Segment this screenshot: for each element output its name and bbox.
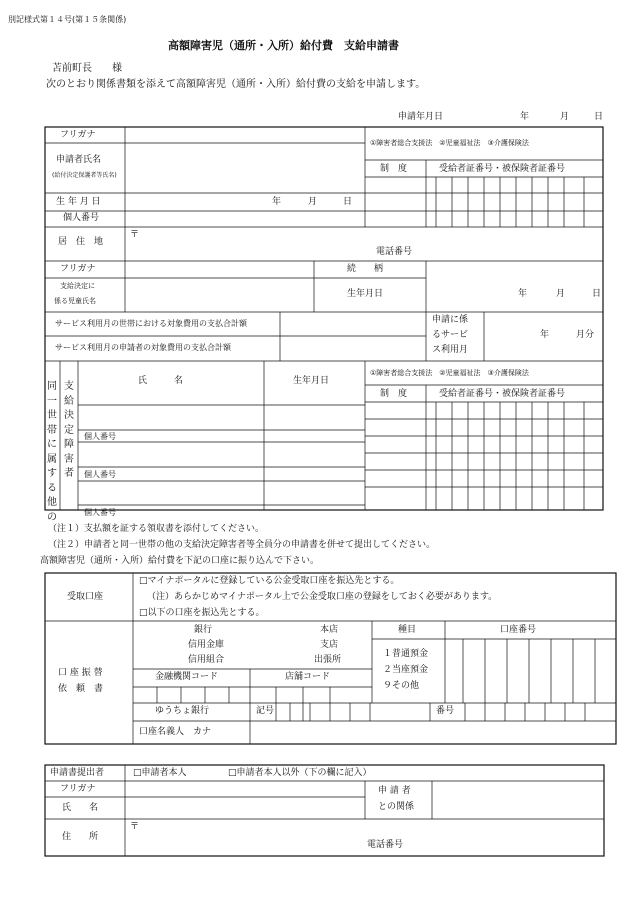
applicant-birth-day: 日 bbox=[343, 197, 353, 207]
addressee: 苫前町長 様 bbox=[52, 63, 122, 74]
submitter-name-label: 氏 名 bbox=[62, 803, 99, 813]
page-title: 高額障害児（通所・入所）給付費 支給申請書 bbox=[168, 39, 399, 52]
bank-label: 銀行 bbox=[194, 625, 213, 635]
household-system-label: 制 度 bbox=[380, 389, 408, 399]
date-day-label: 日 bbox=[594, 112, 604, 122]
service-month-label-2: るサービ bbox=[432, 330, 469, 340]
submitter-postal-mark: 〒 bbox=[130, 822, 140, 832]
household-vertical-outer: 同一世帯に属する他の bbox=[47, 381, 57, 523]
shinkin-label: 信用金庫 bbox=[188, 640, 225, 650]
service-month-label-1: 申請に係 bbox=[432, 315, 469, 325]
head-office-label: 本店 bbox=[320, 625, 339, 635]
submitter-label: 申請書提出者 bbox=[50, 768, 105, 778]
date-year-label: 年 bbox=[520, 112, 530, 122]
submitter-self-option[interactable]: □申請者本人 bbox=[133, 768, 187, 778]
yucho-symbol-label: 記号 bbox=[256, 706, 275, 716]
option-specified-account[interactable]: □以下の口座を振込先とする。 bbox=[139, 608, 265, 618]
applicant-birth-year: 年 bbox=[272, 197, 282, 207]
option-mynaportal[interactable]: □マイナポータルに登録している公金受取口座を振込先とする。 bbox=[139, 576, 400, 586]
household-individual-no-2: 個人番号 bbox=[84, 470, 116, 479]
type-2: ２当座預金 bbox=[383, 665, 429, 675]
household-individual-no-1: 個人番号 bbox=[84, 432, 116, 441]
child-furigana-label: フリガナ bbox=[60, 264, 96, 274]
child-name-label-2: 係る児童氏名 bbox=[54, 297, 96, 305]
household-laws: ①障害者総合支援法 ②児童福祉法 ③介護保険法 bbox=[370, 369, 529, 377]
type-3: ９その他 bbox=[383, 681, 420, 691]
child-birth-label: 生年月日 bbox=[347, 289, 384, 299]
child-relation-label: 続 柄 bbox=[347, 264, 384, 274]
yucho-number-label: 番号 bbox=[436, 706, 455, 716]
child-name-label-1: 支給決定に bbox=[60, 282, 95, 290]
household-name-header: 氏 名 bbox=[138, 376, 184, 386]
transfer-label-2: 依 頼 書 bbox=[58, 684, 104, 694]
applicant-address-label: 居 住 地 bbox=[58, 237, 104, 247]
form-reference: 別記様式第１４号(第１５条関係) bbox=[8, 15, 127, 24]
child-birth-year: 年 bbox=[518, 289, 528, 299]
sub-office-label: 出張所 bbox=[314, 655, 342, 665]
receiving-account-label: 受取口座 bbox=[67, 592, 104, 602]
applicant-postal-mark: 〒 bbox=[130, 230, 140, 240]
child-birth-day: 日 bbox=[592, 289, 602, 299]
submitter-relation-label-2: との関係 bbox=[378, 802, 415, 812]
applicant-name-label: 申請者氏名 bbox=[56, 155, 102, 165]
application-date-label: 申請年月日 bbox=[398, 112, 444, 122]
submitter-address-label: 住 所 bbox=[62, 832, 99, 842]
household-birth-header: 生年月日 bbox=[293, 376, 330, 386]
service-month-suffix: 月分 bbox=[576, 330, 595, 340]
applicant-laws: ①障害者総合支援法 ②児童福祉法 ③介護保険法 bbox=[370, 139, 529, 147]
household-vertical-inner: 支給決定障害者 bbox=[64, 381, 74, 479]
branch-code-label: 店舗コード bbox=[285, 672, 331, 682]
inst-code-label: 金融機関コード bbox=[155, 672, 219, 682]
applicant-cert-label: 受給者証番号・被保険者証番号 bbox=[439, 164, 566, 174]
submitter-furigana-label: フリガナ bbox=[60, 784, 96, 794]
applicant-system-label: 制 度 bbox=[380, 164, 408, 174]
submitter-phone-label: 電話番号 bbox=[367, 840, 404, 850]
applicant-total-label: サービス利用月の申請者の対象費用の支払合計額 bbox=[55, 343, 231, 352]
yucho-label: ゆうちょ銀行 bbox=[155, 706, 210, 716]
option-mynaportal-note: （注）あらかじめマイナポータル上で公金受取口座の登録をしておく必要があります。 bbox=[147, 592, 498, 602]
note-2: （注２）申請者と同一世帯の他の支給決定障害者等全員分の申請書を併せて提出してください。 bbox=[48, 540, 436, 550]
transfer-intro: 高額障害児（通所・入所）給付費を下記の口座に振り込んで下さい。 bbox=[40, 556, 320, 566]
household-total-label: サービス利用月の世帯における対象費用の支払合計額 bbox=[55, 319, 247, 328]
kumiai-label: 信用組合 bbox=[188, 655, 225, 665]
date-month-label: 月 bbox=[560, 112, 570, 122]
note-1: （注１）支払額を証する領収書を添付してください。 bbox=[48, 524, 265, 534]
household-cert-label: 受給者証番号・被保険者証番号 bbox=[439, 389, 566, 399]
account-no-label: 口座番号 bbox=[500, 625, 537, 635]
intro-text: 次のとおり関係書類を添えて高額障害児（通所・入所）給付費の支給を申請します。 bbox=[46, 79, 426, 90]
type-label: 種目 bbox=[398, 625, 417, 635]
submitter-relation-label-1: 申 請 者 bbox=[378, 786, 411, 796]
applicant-phone-label: 電話番号 bbox=[376, 247, 413, 257]
account-holder-label: 口座名義人 カナ bbox=[139, 727, 212, 737]
service-month-label-3: ス利用月 bbox=[432, 345, 469, 355]
submitter-other-option[interactable]: □申請者本人以外（下の欄に記入） bbox=[228, 768, 372, 778]
type-1: １普通預金 bbox=[383, 649, 429, 659]
household-individual-no-3: 個人番号 bbox=[84, 508, 116, 517]
branch-label: 支店 bbox=[320, 640, 339, 650]
applicant-birth-label: 生 年 月 日 bbox=[56, 197, 101, 207]
transfer-label-1: 口 座 振 替 bbox=[58, 668, 103, 678]
service-year-label: 年 bbox=[540, 330, 550, 340]
child-birth-month: 月 bbox=[556, 289, 566, 299]
applicant-furigana-label: フリガナ bbox=[60, 130, 96, 140]
applicant-name-note: (給付決定保護者等氏名) bbox=[52, 172, 117, 179]
applicant-birth-month: 月 bbox=[308, 197, 318, 207]
applicant-individual-no-label: 個人番号 bbox=[63, 213, 100, 223]
